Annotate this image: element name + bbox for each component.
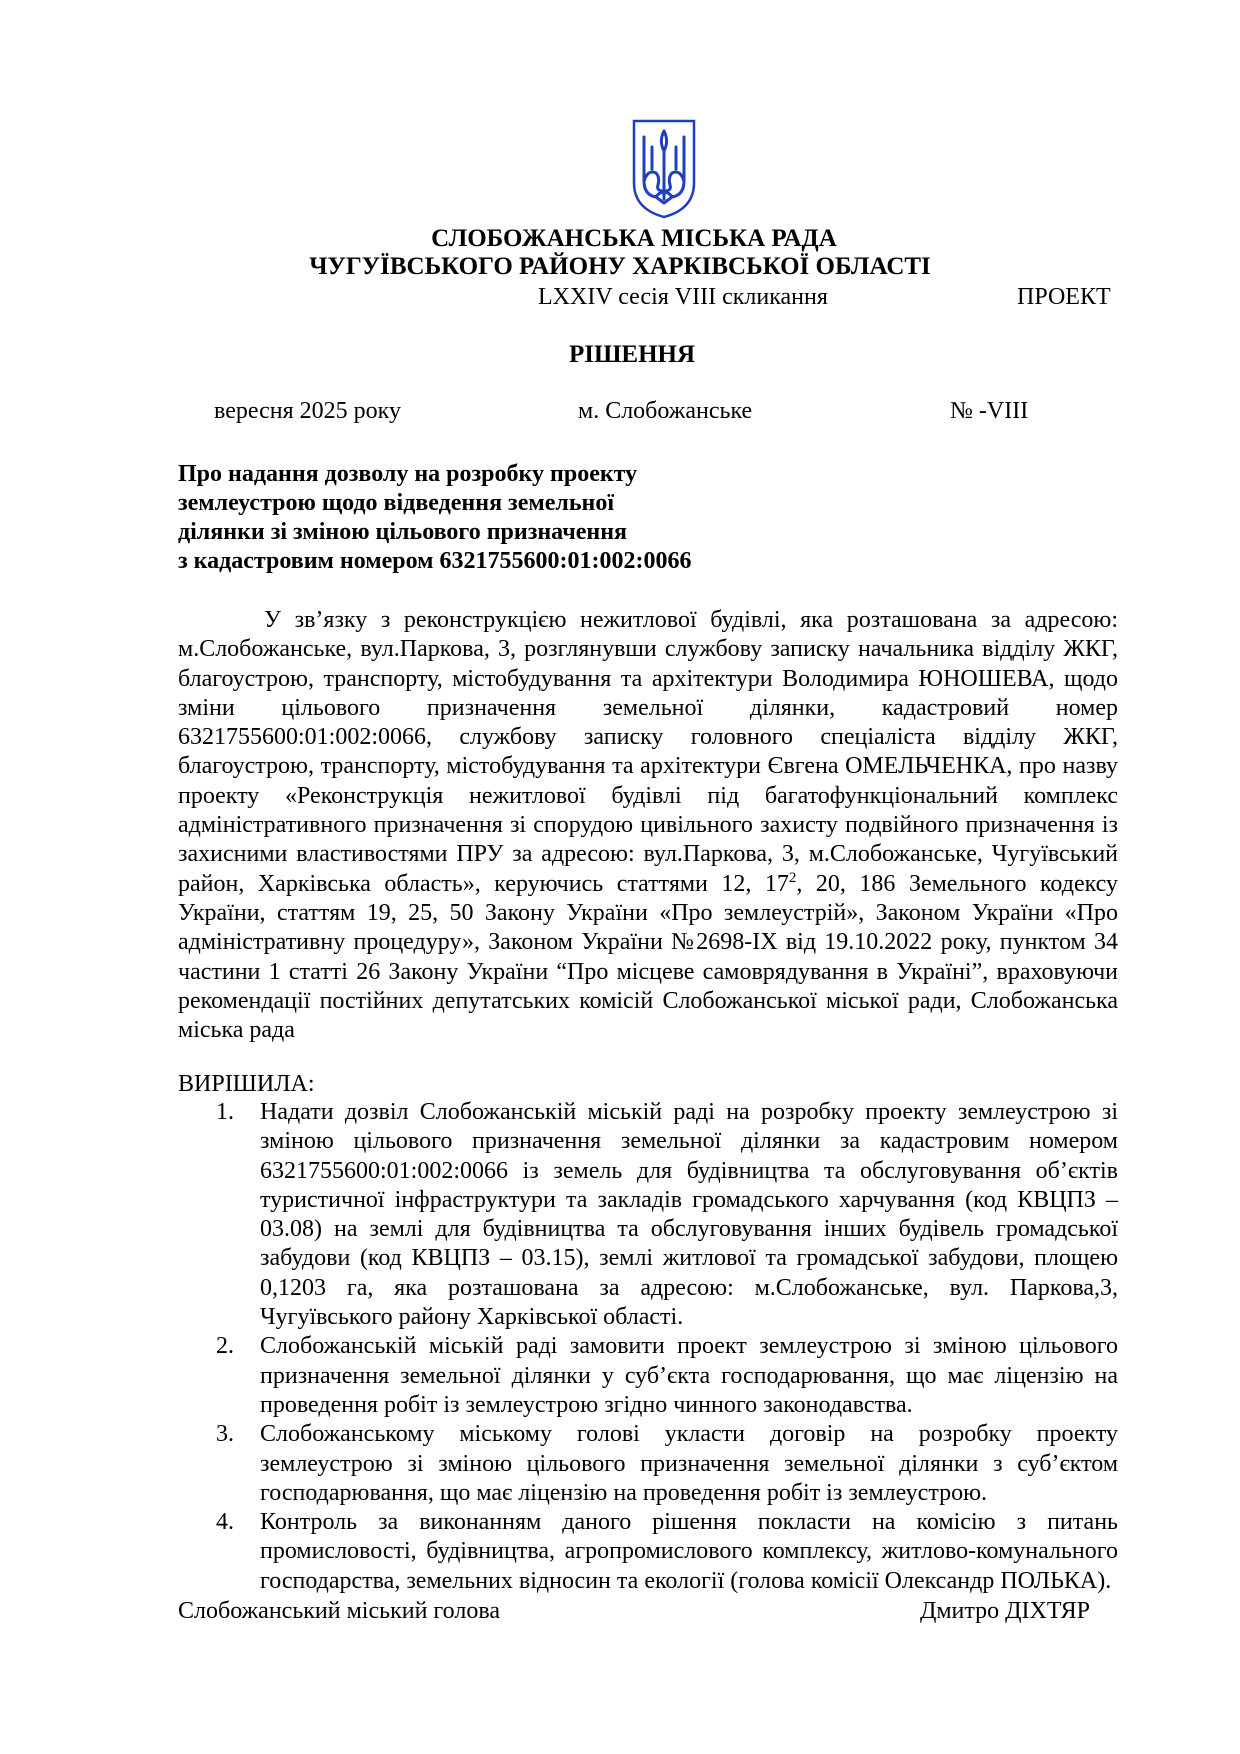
decision-item xyxy=(178,1332,1118,1420)
decision-item xyxy=(178,1420,1118,1508)
decision-item xyxy=(178,1098,1118,1332)
signatory-position: Слобожанський міський голова xyxy=(178,1598,500,1624)
item-number: 2. xyxy=(216,1333,234,1360)
decision-item xyxy=(178,1508,1118,1596)
preamble-superscript: 2 xyxy=(788,869,797,886)
tryzub-coat-of-arms-icon xyxy=(630,117,698,221)
decision-number: № -VIII xyxy=(950,398,1029,424)
decision-items-list xyxy=(178,1098,1118,1596)
item-text: Контроль за виконанням даного рішення покласти на комісію з питань промисловості, будівництва, агропромислового комплексу, житлово-комунального господарства, земельних відносин та екології (голова комісії Олександр ПОЛЬКА). xyxy=(260,1509,1118,1594)
item-number: 1. xyxy=(216,1099,234,1125)
subject-line: з кадастровим номером 6321755600:01:002:0066 xyxy=(178,548,692,574)
decision-date: вересня 2025 року xyxy=(214,398,401,424)
council-name: СЛОБОЖАНСЬКА МІСЬКА РАДА xyxy=(431,225,837,252)
decision-subject xyxy=(178,460,818,576)
council-district: ЧУГУЇВСЬКОГО РАЙОНУ ХАРКІВСЬКОЇ ОБЛАСТІ xyxy=(309,253,931,280)
item-text: Надати дозвіл Слобожанській міській раді на розробку проекту землеустрою зі зміною цільового призначення земельної ділянки за кадастровим номером 6321755600:01:002:0066 із земель для будівництва та обслуговування об’єктів туристичної інфраструктури та закладів громадського харчування (код КВЦПЗ – 03.08) на землі для будівництва та обслуговування інших будівель громадської забудови (код КВЦПЗ – 03.15), землі житлової та громадської забудови, площею 0,1203 га, яка розташована за адресою: м.Слобожанське, вул. Паркова,3, Чугуївського району Харківської області. xyxy=(260,1099,1118,1331)
signatory-name: Дмитро ДІХТЯР xyxy=(920,1598,1090,1624)
item-text: Слобожанській міській раді замовити проект землеустрою зі зміною цільового призначення земельної ділянки у суб’єкта господарювання, що має ліцензію на проведення робіт із землеустрою згідно чинного законодавства. xyxy=(260,1333,1118,1418)
preamble-text-1: У зв’язку з реконструкцією нежитлової будівлі, яка розташована за адресою: м.Слобожанське, вул.Паркова, 3, розглянувши службову записку начальника відділу ЖКГ, благоустрою, транспорту, містобудування та архітектури Володимира ЮНОШЕВА, щодо зміни цільового призначення земельної ділянки, кадастровий номер 6321755600:01:002:0066, службову записку головного спеціаліста відділу ЖКГ, благоустрою, транспорту, містобудування та архітектури Євгена ОМЕЛЬЧЕНКА, про назву проекту «Реконструкція нежитлової будівлі під багатофункціональний комплекс адміністративного призначення зі спорудою цивільного захисту подвійного призначення із захисними властивостями ПРУ за адресою: вул.Паркова, 3, м.Слобожанське, Чугуївський район, Харківська область», керуючись статтями 12, 17 xyxy=(178,607,1118,897)
preamble-paragraph xyxy=(178,606,1118,1045)
decision-title: РІШЕННЯ xyxy=(568,341,696,368)
item-text: Слобожанському міському голові укласти договір на розробку проекту землеустрою зі зміною цільового призначення земельної ділянки з суб’єктом господарювання, що має ліцензію на проведення робіт із землеустрою. xyxy=(260,1421,1118,1506)
item-number: 4. xyxy=(216,1509,234,1536)
decision-city: м. Слобожанське xyxy=(578,398,753,424)
subject-line: ділянки зі зміною цільового призначення xyxy=(178,519,628,545)
draft-mark: ПРОЕКТ xyxy=(1017,284,1111,310)
session-info: LXXIV сесія VIII скликання xyxy=(538,284,828,310)
subject-line: землеустрою щодо відведення земельної xyxy=(178,490,615,516)
item-number: 3. xyxy=(216,1421,234,1448)
subject-line: Про надання дозволу на розробку проекту xyxy=(178,461,638,487)
resolved-label: ВИРІШИЛА: xyxy=(178,1071,315,1097)
preamble-text-2: , 20, 186 Земельного кодексу України, статтям 19, 25, 50 Закону України «Про землеустрій», Законом України «Про адміністративну процедуру», Законом України №2698-IX від 19.10.2022 року, пунктом 34 частини 1 статті 26 Закону України “Про місцеве самоврядування в Україні”, враховуючи рекомендації постійних депутатських комісій Слобожанської міської ради, Слобожанська міська рада xyxy=(178,870,1118,1044)
